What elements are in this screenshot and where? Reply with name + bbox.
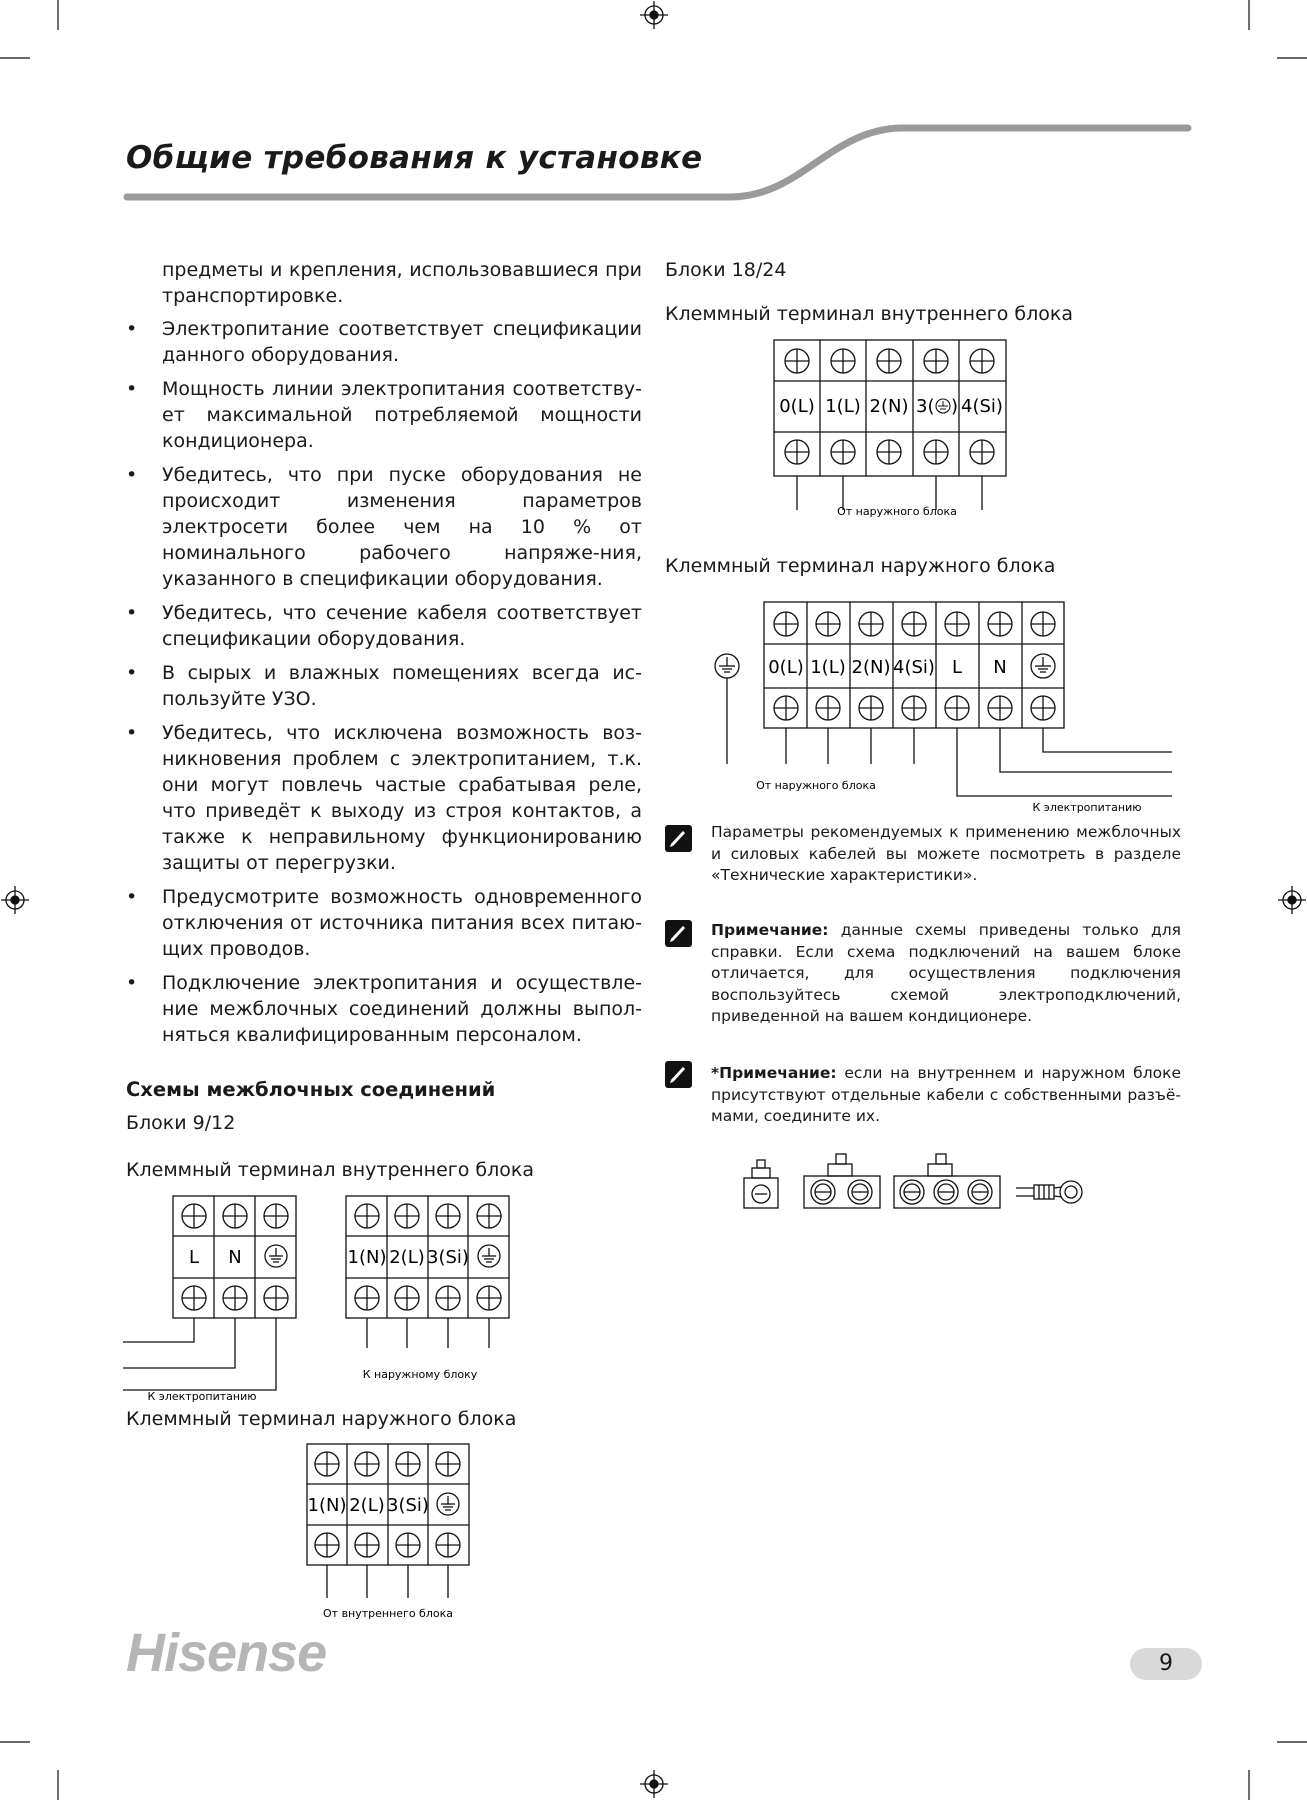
list-item: • Убедитесь, что исключена возможность воз-никновения проблем с электропитанием, т.к. они могут повлечь частые срабатывая реле, что приведёт к выходу из строя контактов, а также к неправильному функционированию защиты от перегрузки. (126, 720, 642, 876)
terminal-label: 2(N) (869, 396, 909, 417)
registration-mark-top (640, 1, 668, 29)
note-icon (665, 920, 692, 947)
list-item: • Убедитесь, что сечение кабеля соответствует спецификации оборудования. (126, 600, 642, 652)
note-cable-params: Параметры рекомендуемых к применению межблочных и силовых кабелей вы можете посмотреть в разделе «Технические характеристики». (711, 823, 1181, 884)
caption-from-indoor: От внутреннего блока (323, 1607, 453, 1620)
page-number: 9 (1130, 1648, 1202, 1680)
terminal-label: L (188, 1247, 200, 1268)
terminal-label: 0(L) (768, 657, 804, 678)
terminal-label: 2(N) (851, 657, 891, 678)
terminal-label: 1(N) (307, 1495, 347, 1516)
page-title: Общие требования к установке (126, 140, 703, 176)
indoor-terminal-diagram-small (120, 1190, 520, 1405)
registration-mark-left (1, 886, 29, 914)
terminal-label: 3(Si) (427, 1247, 469, 1268)
note-icon (665, 825, 692, 852)
terminal-label: 2(L) (389, 1247, 425, 1268)
note-connectors (711, 1063, 1181, 1128)
terminal-label: 2(L) (349, 1495, 385, 1516)
caption-to-outdoor: К наружному блоку (362, 1368, 478, 1381)
terminal-label: L (951, 657, 963, 678)
terminal-label: 0(L) (779, 396, 815, 417)
terminal-label: N (228, 1247, 242, 1268)
outdoor-terminal-diagram-small (300, 1440, 480, 1620)
list-item: • Электропитание соответствует спецификации данного оборудования. (126, 316, 642, 368)
terminal-label: 1(N) (347, 1247, 387, 1268)
terminal-label: 3( (916, 396, 935, 417)
caption-from-outdoor: От наружного блока (837, 505, 957, 518)
indoor-terminal-title-large: Клеммный терминал внутреннего блока (665, 303, 1074, 325)
list-item: • Убедитесь, что при пуске оборудования не происходит изменения параметров электросети более чем на 10 % от номинального рабочего напряже-ния, указанного в спецификации оборудования. (126, 462, 642, 592)
list-item: • Предусмотрите возможность одновременного отключения от источника питания всех питаю-щих проводов. (126, 884, 642, 962)
caption-from-outdoor: От наружного блока (756, 779, 876, 792)
units-large-label: Блоки 18/24 (665, 259, 787, 281)
caption-power: К электропитанию (147, 1390, 257, 1403)
brand-logo: Hisense (126, 1623, 327, 1683)
list-item: • Подключение электропитания и осуществле-ние межблочных соединений должны выпол-няться квалифицированным персоналом. (126, 970, 642, 1048)
section-title: Схемы межблочных соединений (126, 1078, 496, 1101)
terminal-label: 4(Si) (893, 657, 935, 678)
terminal-label: ) (951, 396, 959, 417)
note-icon (665, 1061, 692, 1088)
terminal-label: N (993, 657, 1007, 678)
note-label: Примечание: (711, 921, 829, 939)
connector-illustrations (735, 1140, 1095, 1215)
registration-mark-bottom (640, 1770, 668, 1798)
note-body: если на внутреннем и наружном блоке присутствуют отдельные кабели с собственными разъё-мами, соедините их. (711, 1064, 1181, 1125)
indoor-terminal-diagram-large (770, 334, 1020, 524)
note-body: данные схемы приведены только для справки. Если схема подключений на вашем блоке отличается, для осуществления подключения воспользуйтесь схемой электроподключений, приведенной на вашем кондиционере. (711, 921, 1181, 1025)
terminal-label: 1(L) (825, 396, 861, 417)
caption-power: К электропитанию (1032, 801, 1142, 814)
note-reference (711, 920, 1181, 1028)
terminal-label: 3(Si) (387, 1495, 429, 1516)
earth-symbol-small (936, 399, 950, 413)
registration-mark-right (1278, 886, 1306, 914)
units-small-label: Блоки 9/12 (126, 1112, 236, 1134)
indoor-terminal-title-small: Клеммный терминал внутреннего блока (126, 1159, 535, 1181)
list-item: • В сырых и влажных помещениях всегда ис-пользуйте УЗО. (126, 660, 642, 712)
outdoor-terminal-title-small: Клеммный терминал наружного блока (126, 1408, 517, 1430)
requirements-list (126, 316, 642, 1056)
continuation-text: предметы и крепления, использовавшиеся при транспортировке. (162, 259, 642, 307)
list-item: • Мощность линии электропитания соответству-ет максимальной потребляемой мощности кондиционера. (126, 376, 642, 454)
terminal-label: 1(L) (810, 657, 846, 678)
terminal-label: 4(Si) (961, 396, 1003, 417)
outdoor-terminal-diagram-large (700, 596, 1180, 816)
note-label: *Примечание: (711, 1064, 837, 1082)
outdoor-terminal-title-large: Клеммный терминал наружного блока (665, 555, 1056, 577)
